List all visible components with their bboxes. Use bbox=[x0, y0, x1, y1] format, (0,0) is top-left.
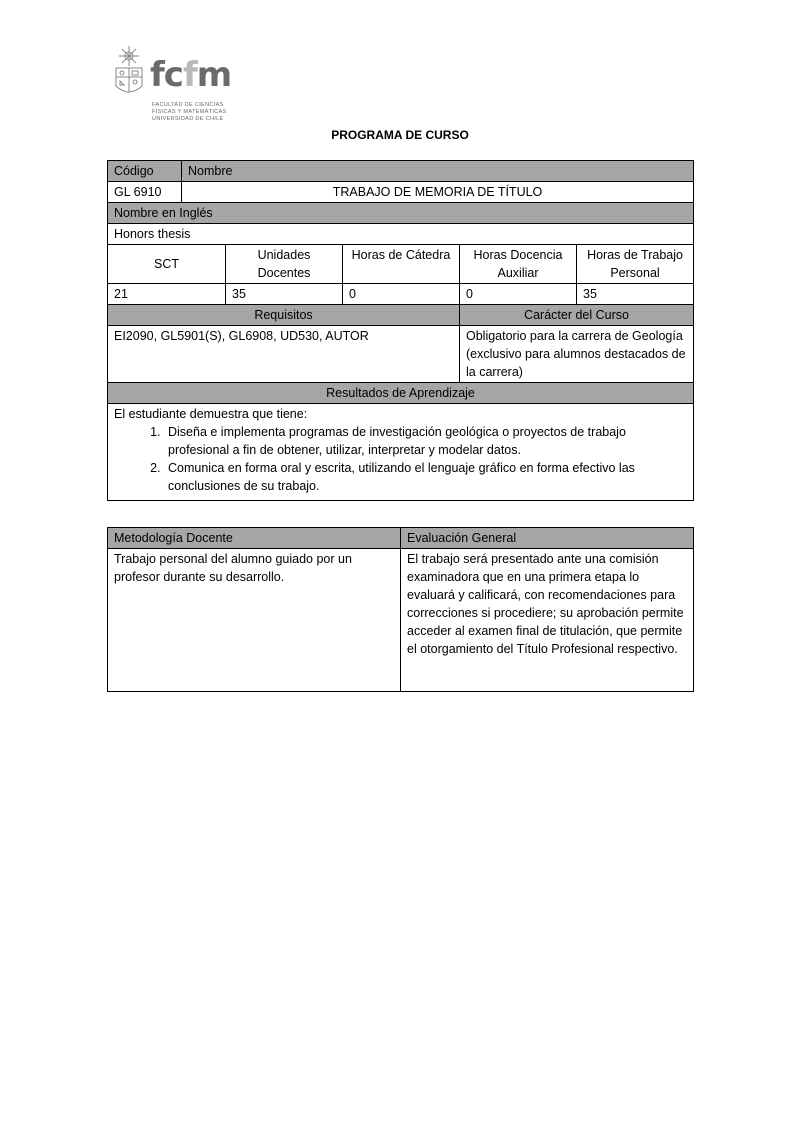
hours-value-sct: 21 bbox=[108, 284, 226, 305]
header-row-requisitos bbox=[108, 305, 694, 326]
requisitos-label: Requisitos bbox=[108, 305, 460, 326]
resultado-item: 2. Comunica en forma oral y escrita, utilizando el lenguaje gráfico en forma efectivo las conclusiones de su trabajo. bbox=[164, 459, 687, 495]
hours-header-sct: SCT bbox=[108, 245, 226, 284]
requisitos-value: EI2090, GL5901(S), GL6908, UD530, AUTOR bbox=[108, 326, 460, 383]
course-name: TRABAJO DE MEMORIA DE TÍTULO bbox=[182, 182, 694, 203]
row-method bbox=[108, 549, 694, 692]
fcfm-logo bbox=[112, 44, 252, 130]
course-info-table bbox=[107, 160, 694, 501]
faculty-subtitle: FACULTAD DE CIENCIAS FÍSICAS Y MATEMÁTICAS UNIVERSIDAD DE CHILE bbox=[152, 102, 227, 122]
caracter-label: Carácter del Curso bbox=[460, 305, 694, 326]
resultado-item: 1. Diseña e implementa programas de investigación geológica o proyectos de trabajo profesional a fin de obtener, utilizar, interpretar y modelar datos. bbox=[164, 423, 687, 459]
caracter-value: Obligatorio para la carrera de Geología (exclusivo para alumnos destacados de la carrera) bbox=[460, 326, 694, 383]
method-table bbox=[107, 527, 694, 692]
evaluacion-label: Evaluación General bbox=[401, 528, 694, 549]
resultados-intro: El estudiante demuestra que tiene: bbox=[114, 407, 308, 421]
row-resultados bbox=[108, 404, 694, 501]
header-row-hours bbox=[108, 245, 694, 284]
hours-value-auxiliar: 0 bbox=[460, 284, 577, 305]
page-title: PROGRAMA DE CURSO bbox=[331, 128, 469, 142]
header-row-english-name bbox=[108, 203, 694, 224]
resultados-list bbox=[114, 423, 687, 495]
metodologia-value: Trabajo personal del alumno guiado por un profesor durante su desarrollo. bbox=[108, 549, 401, 692]
header-row-resultados bbox=[108, 383, 694, 404]
hours-value-unidades: 35 bbox=[226, 284, 343, 305]
metodologia-label: Metodología Docente bbox=[108, 528, 401, 549]
resultados-label: Resultados de Aprendizaje bbox=[108, 383, 694, 404]
hours-header-personal: Horas de Trabajo Personal bbox=[577, 245, 694, 284]
fcfm-wordmark: fcfm bbox=[150, 55, 232, 95]
hours-value-personal: 35 bbox=[577, 284, 694, 305]
row-hours bbox=[108, 284, 694, 305]
hours-header-auxiliar: Horas Docencia Auxiliar bbox=[460, 245, 577, 284]
evaluacion-value: El trabajo será presentado ante una comisión examinadora que en una primera etapa lo evaluará y calificará, con recomendaciones para correcciones si procediere; su aprobación permite acceder al examen final de titulación, que permite el otorgamiento del Título Profesional respectivo. bbox=[401, 549, 694, 692]
course-name-english: Honors thesis bbox=[108, 224, 694, 245]
hours-header-catedra: Horas de Cátedra bbox=[343, 245, 460, 284]
nombre-ingles-label: Nombre en Inglés bbox=[108, 203, 694, 224]
nombre-label: Nombre bbox=[182, 161, 694, 182]
header-row-code-name bbox=[108, 161, 694, 182]
university-emblem-icon bbox=[112, 44, 148, 104]
hours-header-unidades: Unidades Docentes bbox=[226, 245, 343, 284]
row-requisitos bbox=[108, 326, 694, 383]
header-row-method bbox=[108, 528, 694, 549]
row-code-name bbox=[108, 182, 694, 203]
resultados-cell bbox=[108, 404, 694, 501]
hours-value-catedra: 0 bbox=[343, 284, 460, 305]
codigo-label: Código bbox=[108, 161, 182, 182]
course-code: GL 6910 bbox=[108, 182, 182, 203]
row-english-name bbox=[108, 224, 694, 245]
